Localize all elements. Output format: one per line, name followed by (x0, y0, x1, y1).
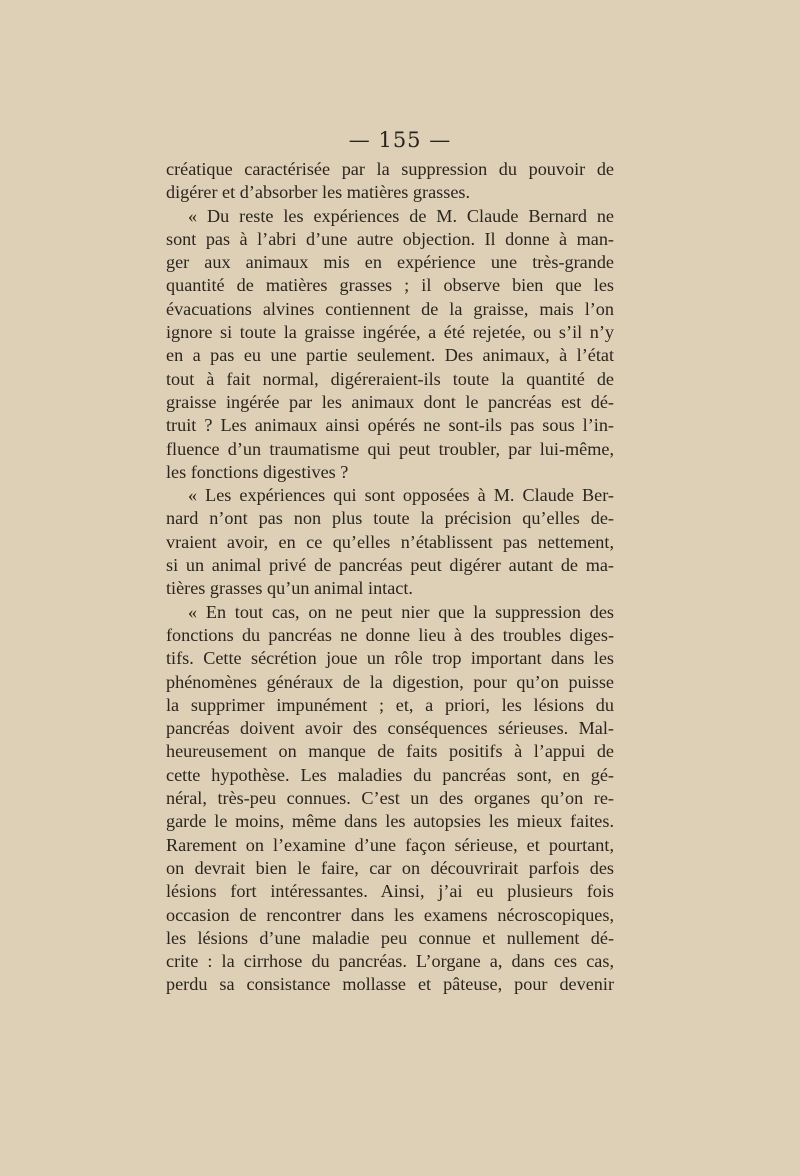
text-line: quantité de matières grasses ; il observe bien que les (166, 275, 614, 296)
text-line: graisse ingérée par les animaux dont le pancréas est dé- (166, 391, 614, 412)
text-line: la supprimer impunément ; et, a priori, les lésions du (166, 694, 614, 715)
body-text (166, 158, 614, 997)
text-line: garde le moins, même dans les autopsies les mieux faites. (166, 811, 614, 832)
text-line: perdu sa consistance mollasse et pâteuse, pour devenir (166, 974, 614, 995)
text-line: néral, très-peu connues. C’est un des organes qu’on re- (166, 788, 614, 809)
text-line: cette hypothèse. Les maladies du pancréas sont, en gé- (166, 764, 614, 785)
text-line: tifs. Cette sécrétion joue un rôle trop important dans les (166, 648, 614, 669)
text-line: créatique caractérisée par la suppression du pouvoir de (166, 159, 614, 179)
text-line: si un animal privé de pancréas peut digérer autant de ma- (166, 555, 614, 576)
text-line: sont pas à l’abri d’une autre objection. Il donne à man- (166, 228, 614, 249)
text-line: digérer et d’absorber les matières grasses. (166, 182, 471, 203)
text-line: tières grasses qu’un animal intact. (166, 578, 413, 599)
text-line: phénomènes généraux de la digestion, pour qu’on puisse (166, 671, 614, 692)
text-line: « En tout cas, on ne peut nier que la suppression des (188, 601, 614, 622)
text-line: « Les expériences qui sont opposées à M. Claude Ber- (188, 485, 614, 506)
text-line: on devrait bien le faire, car on découvrirait parfois des (166, 857, 614, 878)
text-line: occasion de rencontrer dans les examens nécroscopiques, (166, 904, 614, 925)
text-line: ger aux animaux mis en expérience une très-grande (166, 252, 614, 273)
text-line: pancréas doivent avoir des conséquences sérieuses. Mal- (166, 718, 614, 739)
text-line: fonctions du pancréas ne donne lieu à des troubles diges- (166, 624, 614, 645)
text-line: lésions fort intéressantes. Ainsi, j’ai eu plusieurs fois (166, 881, 614, 902)
page-number: — 155 — (348, 128, 452, 152)
text-line: les lésions d’une maladie peu connue et nullement dé- (166, 927, 614, 948)
text-line: nard n’ont pas non plus toute la précision qu’elles de- (166, 508, 614, 529)
text-line: vraient avoir, en ce qu’elles n’établissent pas nettement, (166, 531, 614, 552)
text-line: « Du reste les expériences de M. Claude Bernard ne (188, 205, 614, 226)
text-line: évacuations alvines contiennent de la graisse, mais l’on (166, 298, 614, 319)
text-line: heureusement on manque de faits positifs à l’appui de (166, 741, 614, 762)
text-line: truit ? Les animaux ainsi opérés ne sont-ils pas sous l’in- (166, 415, 614, 436)
text-line: tout à fait normal, digéreraient-ils toute la quantité de (166, 368, 614, 389)
text-line: fluence d’un traumatisme qui peut troubler, par lui-même, (166, 438, 614, 459)
text-line: ignore si toute la graisse ingérée, a été rejetée, ou s’il n’y (166, 322, 614, 343)
text-line: les fonctions digestives ? (166, 461, 349, 482)
text-line: en a pas eu une partie seulement. Des animaux, à l’état (166, 345, 614, 366)
text-line: Rarement on l’examine d’une façon sérieuse, et pourtant, (166, 834, 614, 855)
text-line: crite : la cirrhose du pancréas. L’organe a, dans ces cas, (166, 951, 614, 972)
